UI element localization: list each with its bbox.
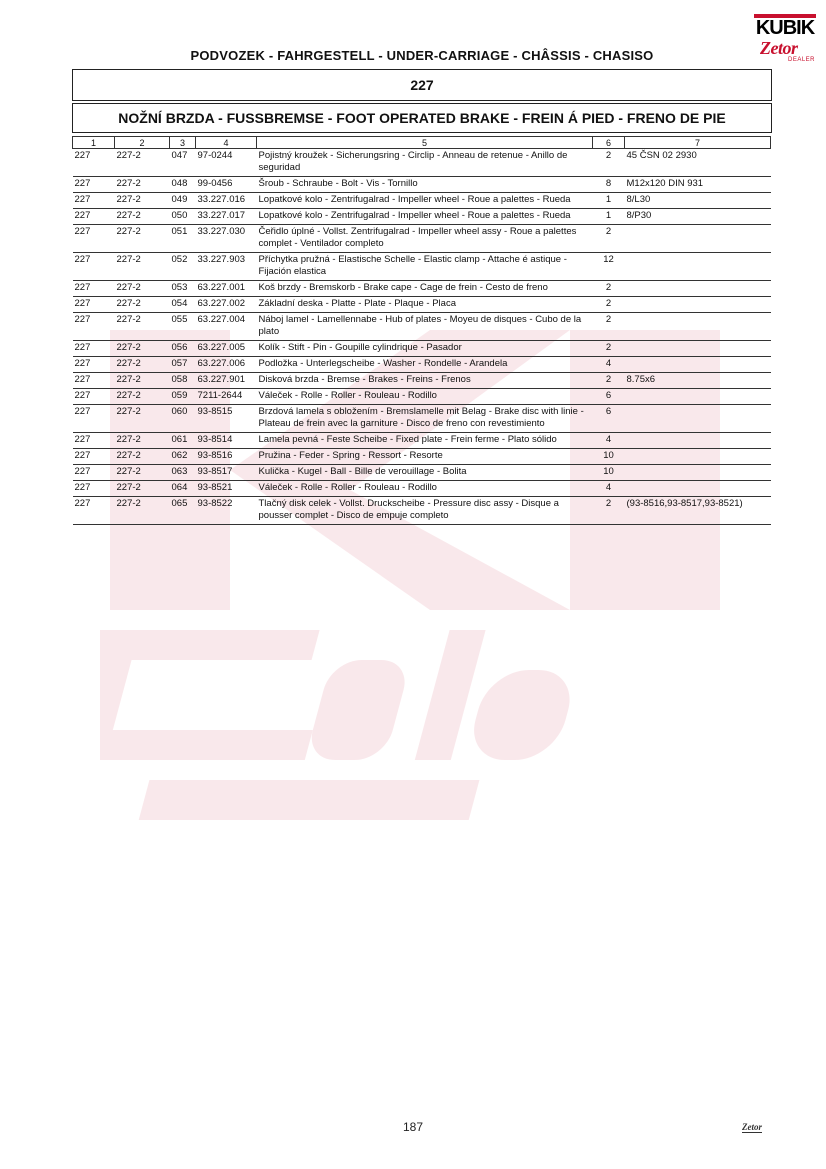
subgroup-cell: 227-2 — [115, 389, 170, 405]
description-cell: Koš brzdy - Bremskorb - Brake cape - Cage de frein - Cesto de freno — [257, 281, 593, 297]
group-cell: 227 — [73, 209, 115, 225]
part-number-cell: 93-8521 — [196, 481, 257, 497]
group-cell: 227 — [73, 225, 115, 253]
parts-table — [72, 136, 771, 525]
subgroup-cell: 227-2 — [115, 193, 170, 209]
subgroup-cell: 227-2 — [115, 253, 170, 281]
subgroup-cell: 227-2 — [115, 373, 170, 389]
position-cell: 052 — [170, 253, 196, 281]
table-row — [73, 357, 771, 373]
quantity-cell: 4 — [593, 481, 625, 497]
subgroup-cell: 227-2 — [115, 313, 170, 341]
quantity-cell: 4 — [593, 433, 625, 449]
subgroup-cell: 227-2 — [115, 405, 170, 433]
note-cell — [625, 465, 771, 481]
subgroup-cell: 227-2 — [115, 357, 170, 373]
quantity-cell: 10 — [593, 449, 625, 465]
group-cell: 227 — [73, 433, 115, 449]
page-header: PODVOZEK - FAHRGESTELL - UNDER-CARRIAGE - CHÂSSIS - CHASISO — [190, 48, 654, 63]
quantity-cell: 2 — [593, 281, 625, 297]
subgroup-cell: 227-2 — [115, 497, 170, 525]
group-cell: 227 — [73, 497, 115, 525]
note-cell — [625, 389, 771, 405]
note-cell — [625, 313, 771, 341]
part-number-cell: 63.227.901 — [196, 373, 257, 389]
part-number-cell: 33.227.903 — [196, 253, 257, 281]
subgroup-cell: 227-2 — [115, 149, 170, 177]
col-header-5: 5 — [257, 137, 593, 149]
group-cell: 227 — [73, 313, 115, 341]
group-cell: 227 — [73, 373, 115, 389]
quantity-cell: 2 — [593, 373, 625, 389]
footer-zetor-logo: Zetor — [742, 1122, 762, 1132]
group-cell: 227 — [73, 297, 115, 313]
group-cell: 227 — [73, 449, 115, 465]
subgroup-cell: 227-2 — [115, 449, 170, 465]
note-cell: 8/P30 — [625, 209, 771, 225]
quantity-cell: 2 — [593, 341, 625, 357]
quantity-cell: 10 — [593, 465, 625, 481]
description-cell: Podložka - Unterlegscheibe - Washer - Rondelle - Arandela — [257, 357, 593, 373]
note-cell — [625, 297, 771, 313]
table-row — [73, 405, 771, 433]
table-row — [73, 297, 771, 313]
note-cell — [625, 481, 771, 497]
position-cell: 063 — [170, 465, 196, 481]
table-row — [73, 225, 771, 253]
description-cell: Šroub - Schraube - Bolt - Vis - Tornillo — [257, 177, 593, 193]
table-row — [73, 481, 771, 497]
col-header-2: 2 — [115, 137, 170, 149]
description-cell: Disková brzda - Bremse - Brakes - Freins - Frenos — [257, 373, 593, 389]
position-cell: 059 — [170, 389, 196, 405]
table-row — [73, 433, 771, 449]
description-cell: Tlačný disk celek - Vollst. Druckscheibe - Pressure disc assy - Disque a pousser complet - Disco de empuje completo — [257, 497, 593, 525]
table-row — [73, 449, 771, 465]
note-cell — [625, 449, 771, 465]
part-number-cell: 97-0244 — [196, 149, 257, 177]
table-row — [73, 193, 771, 209]
description-cell: Brzdová lamela s obložením - Bremslamelle mit Belag - Brake disc with linie - Plateau de frein avec la garniture - Disco de freno con revestimiento — [257, 405, 593, 433]
part-number-cell: 7211-2644 — [196, 389, 257, 405]
part-number-cell: 63.227.005 — [196, 341, 257, 357]
position-cell: 061 — [170, 433, 196, 449]
part-number-cell: 63.227.001 — [196, 281, 257, 297]
position-cell: 057 — [170, 357, 196, 373]
col-header-3: 3 — [170, 137, 196, 149]
position-cell: 050 — [170, 209, 196, 225]
quantity-cell: 6 — [593, 405, 625, 433]
col-header-4: 4 — [196, 137, 257, 149]
note-cell — [625, 281, 771, 297]
zetor-logo-text: Zetor — [760, 38, 798, 58]
description-cell: Pružina - Feder - Spring - Ressort - Resorte — [257, 449, 593, 465]
position-cell: 054 — [170, 297, 196, 313]
description-cell: Váleček - Rolle - Roller - Rouleau - Rodillo — [257, 481, 593, 497]
note-cell: 45 ČSN 02 2930 — [625, 149, 771, 177]
position-cell: 064 — [170, 481, 196, 497]
quantity-cell: 2 — [593, 497, 625, 525]
group-cell: 227 — [73, 357, 115, 373]
position-cell: 055 — [170, 313, 196, 341]
note-cell: (93-8516,93-8517,93-8521) — [625, 497, 771, 525]
position-cell: 058 — [170, 373, 196, 389]
note-cell: 8.75x6 — [625, 373, 771, 389]
note-cell — [625, 405, 771, 433]
description-cell: Pojistný kroužek - Sicherungsring - Circlip - Anneau de retenue - Anillo de seguridad — [257, 149, 593, 177]
group-cell: 227 — [73, 465, 115, 481]
col-header-6: 6 — [593, 137, 625, 149]
quantity-cell: 2 — [593, 225, 625, 253]
col-header-7: 7 — [625, 137, 771, 149]
dealer-logo-text: DEALER — [788, 57, 816, 63]
position-cell: 062 — [170, 449, 196, 465]
note-cell — [625, 433, 771, 449]
description-cell: Váleček - Rolle - Roller - Rouleau - Rodillo — [257, 389, 593, 405]
quantity-cell: 2 — [593, 149, 625, 177]
table-row — [73, 373, 771, 389]
table-row — [73, 313, 771, 341]
part-number-cell: 93-8514 — [196, 433, 257, 449]
table-header-row — [73, 137, 771, 149]
quantity-cell: 1 — [593, 209, 625, 225]
part-number-cell: 63.227.004 — [196, 313, 257, 341]
description-cell: Příchytka pružná - Elastische Schelle - Elastic clamp - Attache é astique - Fijación elastica — [257, 253, 593, 281]
group-cell: 227 — [73, 253, 115, 281]
description-cell: Základní deska - Platte - Plate - Plaque - Placa — [257, 297, 593, 313]
subgroup-cell: 227-2 — [115, 481, 170, 497]
group-cell: 227 — [73, 281, 115, 297]
group-cell: 227 — [73, 481, 115, 497]
note-cell — [625, 341, 771, 357]
group-cell: 227 — [73, 389, 115, 405]
note-cell — [625, 225, 771, 253]
description-cell: Kolík - Stift - Pin - Goupille cylindrique - Pasador — [257, 341, 593, 357]
note-cell: M12x120 DIN 931 — [625, 177, 771, 193]
position-cell: 060 — [170, 405, 196, 433]
position-cell: 056 — [170, 341, 196, 357]
group-cell: 227 — [73, 405, 115, 433]
quantity-cell: 2 — [593, 313, 625, 341]
table-row — [73, 177, 771, 193]
group-cell: 227 — [73, 149, 115, 177]
table-row — [73, 149, 771, 177]
description-cell: Čeřidlo úplné - Vollst. Zentrifugalrad - Impeller wheel assy - Roue a palettes complet - Ventilador completo — [257, 225, 593, 253]
note-cell — [625, 357, 771, 373]
part-number-cell: 63.227.002 — [196, 297, 257, 313]
quantity-cell: 4 — [593, 357, 625, 373]
position-cell: 047 — [170, 149, 196, 177]
quantity-cell: 2 — [593, 297, 625, 313]
position-cell: 049 — [170, 193, 196, 209]
quantity-cell: 8 — [593, 177, 625, 193]
subgroup-cell: 227-2 — [115, 297, 170, 313]
section-title: NOŽNÍ BRZDA - FUSSBREMSE - FOOT OPERATED BRAKE - FREIN Á PIED - FRENO DE PIE — [72, 103, 772, 133]
group-cell: 227 — [73, 341, 115, 357]
description-cell: Náboj lamel - Lamellennabe - Hub of plates - Moyeu de disques - Cubo de la plato — [257, 313, 593, 341]
position-cell: 053 — [170, 281, 196, 297]
group-number: 227 — [72, 69, 772, 101]
part-number-cell: 99-0456 — [196, 177, 257, 193]
subgroup-cell: 227-2 — [115, 281, 170, 297]
position-cell: 051 — [170, 225, 196, 253]
part-number-cell: 33.227.017 — [196, 209, 257, 225]
group-cell: 227 — [73, 177, 115, 193]
quantity-cell: 1 — [593, 193, 625, 209]
subgroup-cell: 227-2 — [115, 465, 170, 481]
table-row — [73, 253, 771, 281]
description-cell: Lamela pevná - Feste Scheibe - Fixed plate - Frein ferme - Plato sólido — [257, 433, 593, 449]
note-cell: 8/L30 — [625, 193, 771, 209]
position-cell: 048 — [170, 177, 196, 193]
description-cell: Kulička - Kugel - Ball - Bille de verouillage - Bolita — [257, 465, 593, 481]
subgroup-cell: 227-2 — [115, 177, 170, 193]
description-cell: Lopatkové kolo - Zentrifugalrad - Impeller wheel - Roue a palettes - Rueda — [257, 193, 593, 209]
table-row — [73, 497, 771, 525]
subgroup-cell: 227-2 — [115, 209, 170, 225]
position-cell: 065 — [170, 497, 196, 525]
table-row — [73, 389, 771, 405]
note-cell — [625, 253, 771, 281]
description-cell: Lopatkové kolo - Zentrifugalrad - Impeller wheel - Roue a palettes - Rueda — [257, 209, 593, 225]
part-number-cell: 93-8522 — [196, 497, 257, 525]
group-cell: 227 — [73, 193, 115, 209]
part-number-cell: 33.227.030 — [196, 225, 257, 253]
kubik-logo-text: KUBIK — [754, 14, 816, 42]
page-number: 187 — [402, 1120, 424, 1134]
subgroup-cell: 227-2 — [115, 225, 170, 253]
quantity-cell: 12 — [593, 253, 625, 281]
part-number-cell: 93-8515 — [196, 405, 257, 433]
part-number-cell: 63.227.006 — [196, 357, 257, 373]
table-row — [73, 341, 771, 357]
table-row — [73, 281, 771, 297]
part-number-cell: 33.227.016 — [196, 193, 257, 209]
subgroup-cell: 227-2 — [115, 433, 170, 449]
table-row — [73, 209, 771, 225]
col-header-1: 1 — [73, 137, 115, 149]
part-number-cell: 93-8516 — [196, 449, 257, 465]
quantity-cell: 6 — [593, 389, 625, 405]
table-row — [73, 465, 771, 481]
part-number-cell: 93-8517 — [196, 465, 257, 481]
subgroup-cell: 227-2 — [115, 341, 170, 357]
